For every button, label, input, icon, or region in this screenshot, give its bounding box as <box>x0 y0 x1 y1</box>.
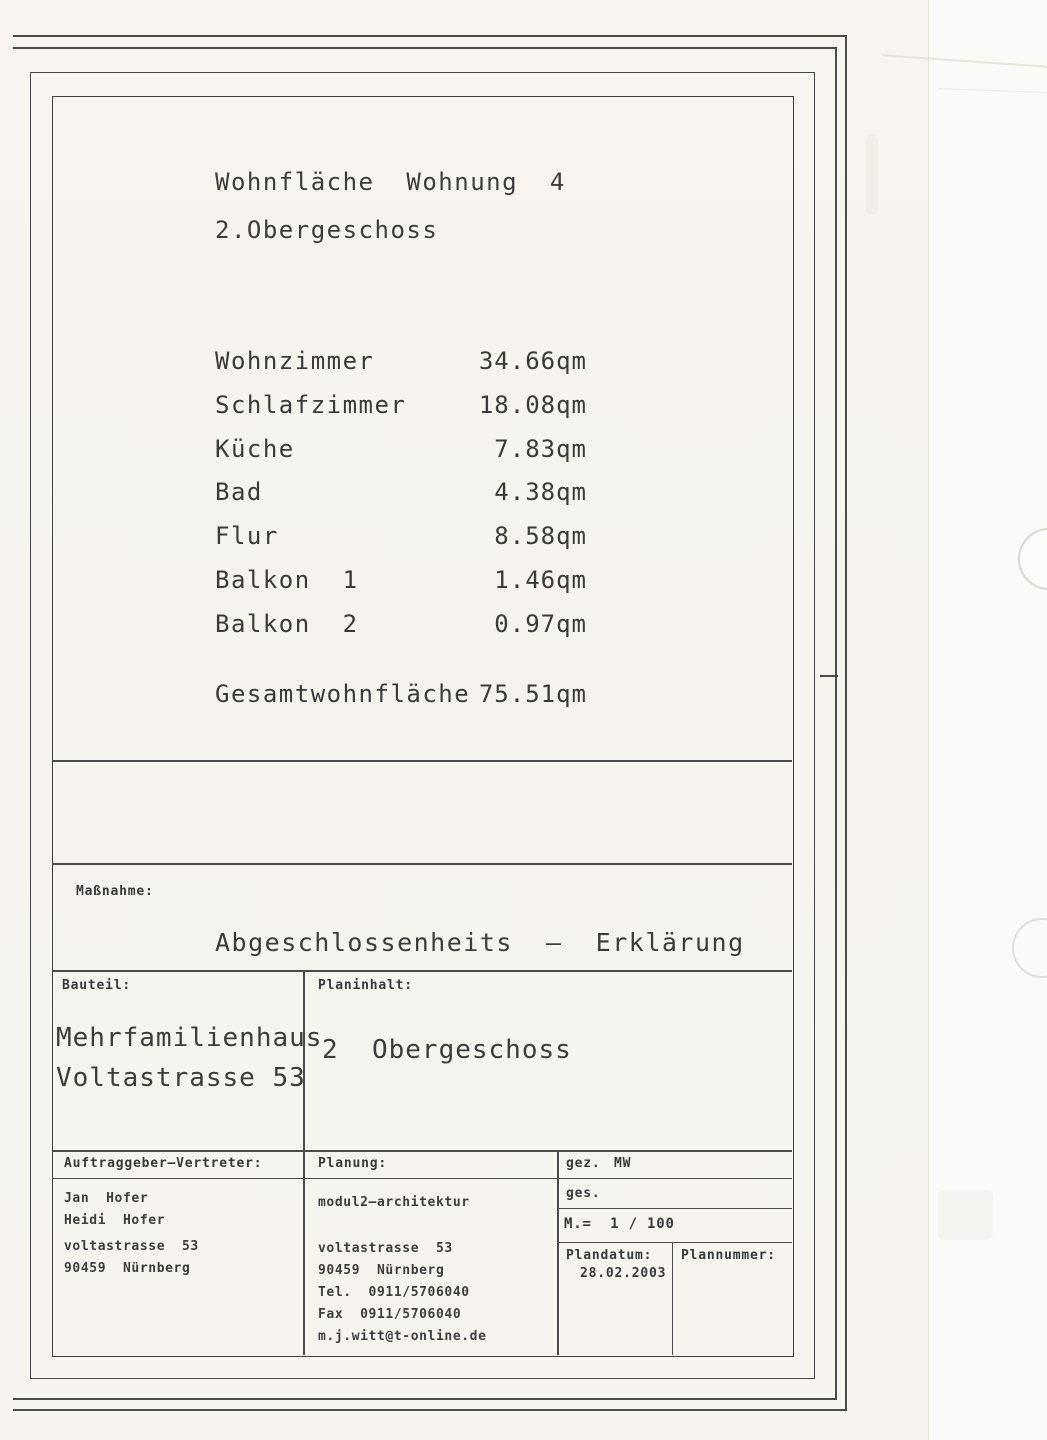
table-row <box>215 522 587 550</box>
table-row <box>215 566 587 594</box>
scan-smudge <box>866 135 878 215</box>
floor-subtitle: 2.Obergeschoss <box>215 216 439 244</box>
planner-city: 90459 Nürnberg <box>318 1263 445 1278</box>
table-row <box>215 610 587 638</box>
divider-horizontal <box>52 1150 792 1152</box>
scale-value: M.= 1 / 100 <box>564 1216 675 1232</box>
divider-horizontal <box>52 863 792 865</box>
divider-horizontal <box>52 1178 792 1179</box>
client-city: 90459 Nürnberg <box>64 1261 191 1276</box>
gez-value: MW <box>614 1156 632 1171</box>
client-header-label: Auftraggeber–Vertreter: <box>64 1156 263 1171</box>
planner-contact <box>318 1238 487 1348</box>
table-row <box>215 391 587 419</box>
planner-firm: modul2–architektur <box>318 1195 470 1210</box>
outer-border-line <box>13 1398 837 1400</box>
table-row <box>215 435 587 463</box>
divider-horizontal <box>52 760 792 762</box>
planinhalt-label: Planinhalt: <box>318 978 413 993</box>
room-value: 34.66qm <box>478 347 587 375</box>
room-label: Wohnzimmer <box>215 347 375 375</box>
bauteil-label: Bauteil: <box>62 978 132 993</box>
outer-border-line <box>13 35 847 37</box>
fold-mark <box>820 675 838 677</box>
outer-border-line <box>845 35 847 1411</box>
room-value: 18.08qm <box>478 391 587 419</box>
room-value: 7.83qm <box>494 435 587 463</box>
room-label: Balkon 1 <box>215 566 359 594</box>
ges-label: ges. <box>566 1186 601 1201</box>
total-row <box>215 680 587 708</box>
massnahme-label: Maßnahme: <box>76 884 154 899</box>
client-lines <box>64 1188 199 1280</box>
page-title: Wohnfläche Wohnung 4 <box>215 168 566 196</box>
room-label: Flur <box>215 522 279 550</box>
divider-horizontal <box>557 1208 792 1209</box>
building-name-line1: Mehrfamilienhaus <box>56 1023 323 1053</box>
plandatum-value: 28.02.2003 <box>580 1266 667 1281</box>
plannummer-label: Plannummer: <box>681 1248 776 1263</box>
planner-email: m.j.witt@t-online.de <box>318 1329 487 1344</box>
room-label: Küche <box>215 435 295 463</box>
plandatum-label: Plandatum: <box>566 1248 653 1263</box>
total-value: 75.51qm <box>478 680 587 708</box>
divider-horizontal <box>52 970 792 972</box>
scan-smudge <box>938 1190 993 1240</box>
room-value: 4.38qm <box>494 478 587 506</box>
table-row <box>215 347 587 375</box>
outer-border-line <box>13 1409 847 1411</box>
planner-street: voltastrasse 53 <box>318 1241 453 1256</box>
client-street: voltastrasse 53 <box>64 1239 199 1254</box>
gez-label: gez. <box>566 1156 601 1171</box>
total-label: Gesamtwohnfläche <box>215 680 471 708</box>
room-label: Bad <box>215 478 263 506</box>
divider-vertical <box>672 1242 673 1355</box>
room-label: Balkon 2 <box>215 610 359 638</box>
building-name <box>56 1018 322 1098</box>
divider-vertical <box>557 1150 559 1355</box>
client-name: Heidi Hofer <box>64 1213 166 1228</box>
client-name: Jan Hofer <box>64 1191 149 1206</box>
room-value: 8.58qm <box>494 522 587 550</box>
planinhalt-value: 2 Obergeschoss <box>322 1035 572 1065</box>
massnahme-title: Abgeschlossenheits – Erklärung <box>215 928 745 957</box>
room-value: 0.97qm <box>494 610 587 638</box>
planner-phone: Tel. 0911/5706040 <box>318 1285 470 1300</box>
table-row <box>215 478 587 506</box>
planner-fax: Fax 0911/5706040 <box>318 1307 462 1322</box>
outer-border-line <box>13 47 837 49</box>
room-value: 1.46qm <box>494 566 587 594</box>
room-label: Schlafzimmer <box>215 391 407 419</box>
divider-horizontal <box>557 1242 792 1243</box>
planner-header-label: Planung: <box>318 1156 388 1171</box>
outer-border-line <box>835 47 837 1400</box>
building-name-line2: Voltastrasse 53 <box>56 1063 306 1093</box>
